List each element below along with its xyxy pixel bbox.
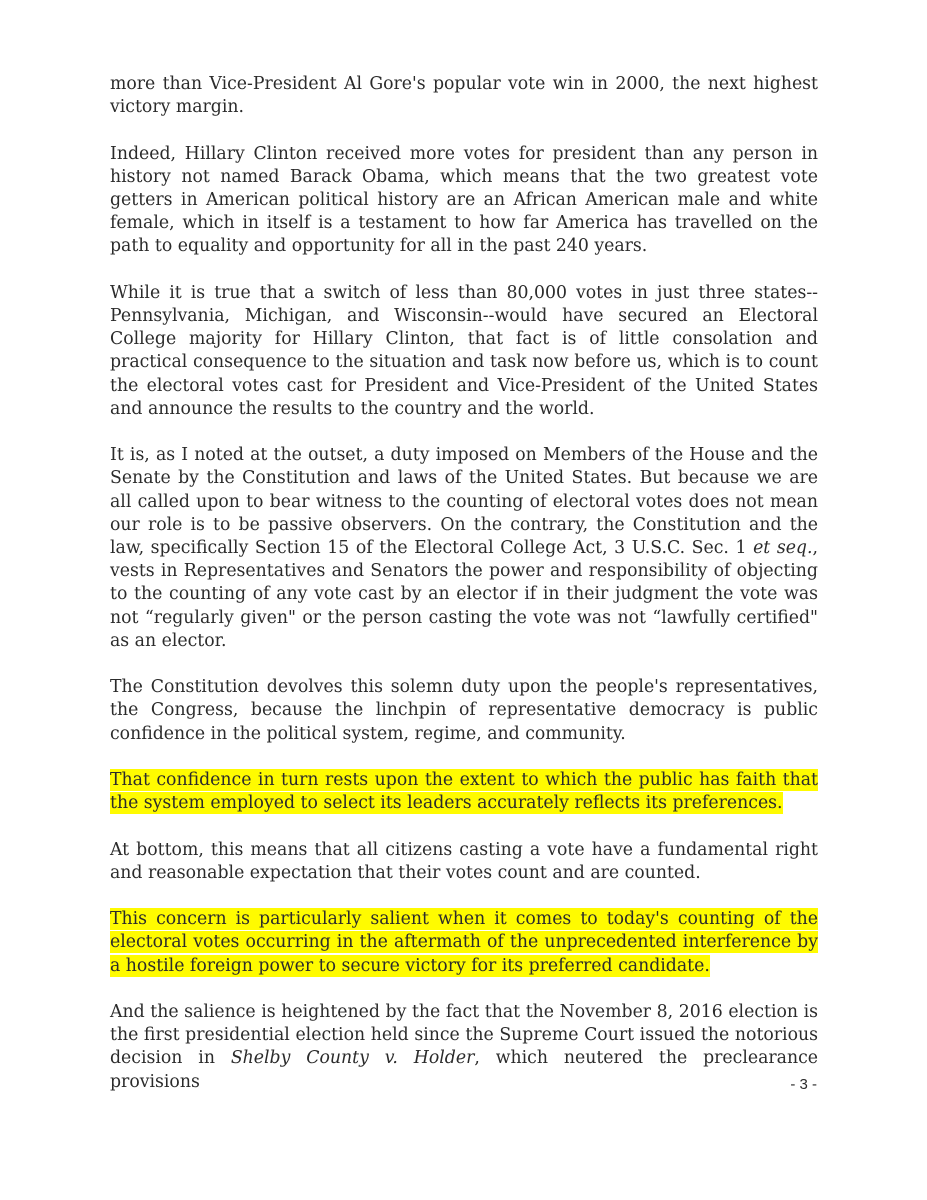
- italic-case-name: Shelby County v. Holder: [230, 1048, 475, 1069]
- paragraph-confidence-highlighted: [110, 769, 818, 815]
- paragraph-clinton-votes: Indeed, Hillary Clinton received more votes for president than any person in history not named Barack Obama, which means that the two greatest vote getters in American political history are an African American male and white female, which in itself is a testament to how far America has travelled on the path to equality and opportunity for all in the past 240 years.: [110, 143, 818, 257]
- highlight-mark: That confidence in turn rests upon the extent to which the public has faith that the system employed to select its leaders accurately reflects its preferences.: [110, 770, 818, 814]
- italic-et-seq: et seq.: [753, 538, 813, 559]
- paragraph-salience-text-1: And the salience is heightened by the fact that the November 8, 2016 election is the first presidential election held since the Supreme Court issued the notorious decision in: [110, 1002, 818, 1069]
- paragraph-at-bottom: At bottom, this means that all citizens casting a vote have a fundamental right and reasonable expectation that their votes count and are counted.: [110, 839, 818, 883]
- paragraph-salience: [110, 1001, 818, 1094]
- paragraph-switch-votes: While it is true that a switch of less than 80,000 votes in just three states--Pennsylvania, Michigan, and Wisconsin--would have secured an Electoral College majority for Hillary Clinton, that fact is of little consolation and practical consequence to the situation and task now before us, which is to count the electoral votes cast for President and Vice-President of the United States and announce the results to the country and the world.: [110, 282, 818, 419]
- paragraph-duty-imposed: [110, 444, 818, 653]
- paragraph-constitution-devolves: The Constitution devolves this solemn duty upon the people's representatives, the Congress, because the linchpin of representative democracy is public confidence in the political system, regime, and community.: [110, 677, 818, 744]
- paragraph-gore-margin: more than Vice-President Al Gore's popular vote win in 2000, the next highest victory margin.: [110, 74, 818, 118]
- paragraph-concern-highlighted: [110, 908, 818, 978]
- paragraph-duty-text-2: , vests in Representatives and Senators the power and responsibility of objecting to the counting of any vote cast by an elector if in their judgment the vote was not “regularly given" or the person casting the vote was not “lawfully certified" as an elector.: [110, 538, 818, 651]
- page-number: - 3 -: [790, 1076, 817, 1093]
- document-body: [110, 73, 818, 1117]
- highlight-mark: This concern is particularly salient when it comes to today's counting of the electoral votes occurring in the aftermath of the unprecedented interference by a hostile foreign power to secure victory for its preferred candidate.: [110, 909, 818, 976]
- paragraph-salience-text-2: , which neutered the preclearance provisions: [110, 1048, 818, 1092]
- paragraph-duty-text-1: It is, as I noted at the outset, a duty imposed on Members of the House and the Senate by the Constitution and laws of the United States. But because we are all called upon to bear witness to the counting of electoral votes does not mean our role is to be passive observers. On the contrary, the Constitution and the law, specifically Section 15 of the Electoral College Act, 3 U.S.C. Sec. 1: [110, 445, 818, 559]
